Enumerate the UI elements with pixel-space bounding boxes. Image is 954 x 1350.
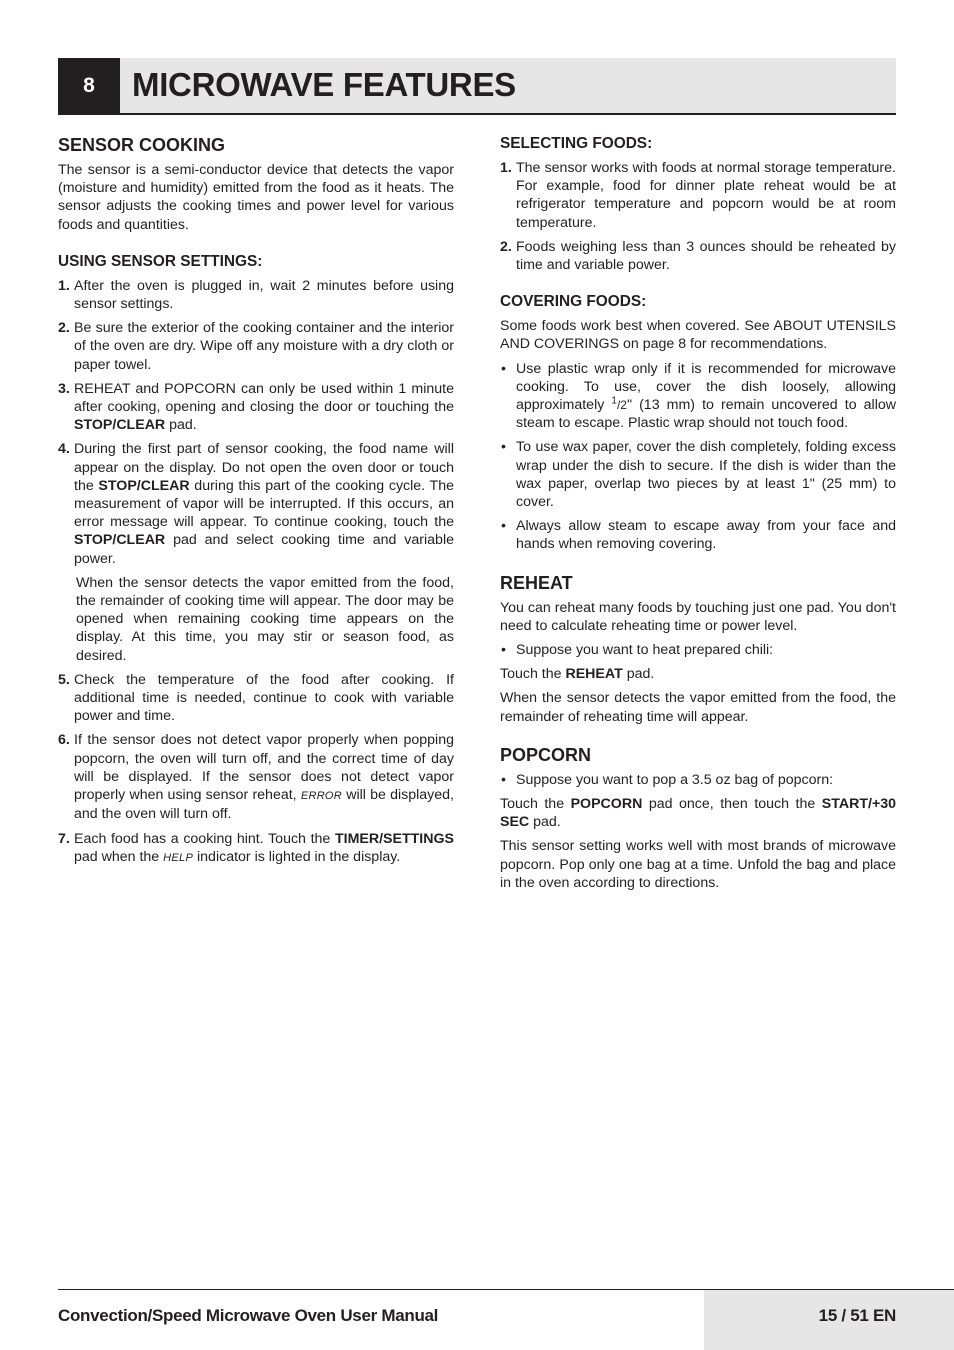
section-title-popcorn: POPCORN	[500, 744, 592, 765]
list-item: • To use wax paper, cover the dish completely, folding excess wrap under the dish to secure. If the dish is wider than the wax paper, overlap two pieces by at least 1" (25 mm) to cover.	[501, 439, 896, 511]
display-text-error: ERROR	[300, 790, 343, 803]
list-item: 1. The sensor works with foods at normal storage temperature. For example, food for dinner plate reheat would be at refrigerator temperature and popcorn would be at room temperature.	[500, 160, 896, 231]
list-item: 5. Check the temperature of the food after cooking. If additional time is needed, continue to cook with variable power and time.	[58, 671, 454, 725]
list-item: 1. After the oven is plugged in, wait 2 minutes before using sensor settings.	[58, 277, 454, 313]
popcorn-instruction: Touch the POPCORN pad once, then touch the START/+30 SEC pad.	[500, 796, 897, 831]
reheat-result: When the sensor detects the vapor emitted from the food, the remainder of reheating time will appear.	[500, 690, 896, 725]
list-item: • Suppose you want to pop a 3.5 oz bag of popcorn:	[501, 771, 834, 788]
bullet-icon: •	[501, 642, 506, 659]
list-item: 6. If the sensor does not detect vapor properly when popping popcorn, the oven will turn off, and the correct time of day will be displayed. If the sensor does not detect vapor properly when using sensor reheat, ERROR will be displayed, and the oven will turn off.	[58, 732, 454, 823]
section-title-reheat: REHEAT	[500, 572, 573, 593]
step-note: When the sensor detects the vapor emitted from the food, the remainder of cooking time will appear. The door may be opened when remaining cooking time appears on the display. At this time, you may stir or season food, as desired.	[76, 574, 454, 664]
bullet-icon: •	[501, 771, 506, 788]
chapter-number: 8	[58, 58, 120, 113]
left-column	[58, 134, 454, 873]
chapter-header	[58, 58, 896, 115]
list-item: 7. Each food has a cooking hint. Touch the TIMER/SETTINGS pad when the HELP indicator is lighted in the display.	[58, 830, 454, 865]
list-item: • Use plastic wrap only if it is recommended for microwave cooking. To use, cover the dish loosely, allowing approximately $^1$/2" (13 mm) to remain uncovered to allow steam to escape. Plastic wrap should not touch food.	[501, 360, 896, 432]
list-item: 4. During the first part of sensor cooking, the food name will appear on the display. Do not open the oven door or touch the STOP/CLEAR during this part of the cooking cycle. The measurement of vapor will be interrupted. If this occurs, an error message will appear. To continue cooking, touch the STOP/CLEAR pad and select cooking time and variable power.	[58, 441, 454, 567]
list-item: • Always allow steam to escape away from your face and hands when removing covering.	[501, 518, 896, 553]
subsection-title-using-sensor: USING SENSOR SETTINGS:	[58, 252, 263, 270]
section-title-sensor-cooking: SENSOR COOKING	[58, 135, 226, 155]
reheat-instruction: Touch the REHEAT pad.	[500, 666, 655, 683]
list-item: 3. REHEAT and POPCORN can only be used within 1 minute after cooking, opening and closing the door or touching the STOP/CLEAR pad.	[58, 380, 454, 434]
bullet-icon: •	[501, 360, 506, 377]
covering-intro: Some foods work best when covered. See ABOUT UTENSILS AND COVERINGS on page 8 for recommendations.	[500, 318, 896, 353]
list-item: 2. Be sure the exterior of the cooking container and the interior of the oven are dry. Wipe off any moisture with a dry cloth or paper towel.	[58, 320, 454, 373]
page-title: MICROWAVE FEATURES	[132, 66, 516, 103]
list-item: • Suppose you want to heat prepared chili:	[501, 642, 774, 659]
bullet-icon: •	[501, 518, 506, 535]
subsection-title-covering-foods: COVERING FOODS:	[500, 293, 647, 311]
reheat-intro: You can reheat many foods by touching just one pad. You don't need to calculate reheating time or power level.	[500, 599, 896, 634]
popcorn-note: This sensor setting works well with most brands of microwave popcorn. Pop only one bag at a time. Unfold the bag and place in the oven according to directions.	[500, 838, 896, 891]
right-column	[500, 134, 896, 898]
footer-title: Convection/Speed Microwave Oven User Manual	[58, 1306, 439, 1325]
sensor-intro: The sensor is a semi-conductor device that detects the vapor (moisture and humidity) emitted from the food as it heats. The sensor adjusts the cooking times and power level for various foods and quantities.	[58, 162, 454, 233]
list-item: 2. Foods weighing less than 3 ounces should be reheated by time and variable power.	[500, 238, 896, 274]
subsection-title-selecting-foods: SELECTING FOODS:	[500, 135, 653, 152]
bullet-icon: •	[501, 439, 506, 456]
page-number: 15 / 51 EN	[818, 1306, 896, 1325]
display-text-help: HELP	[163, 851, 194, 864]
